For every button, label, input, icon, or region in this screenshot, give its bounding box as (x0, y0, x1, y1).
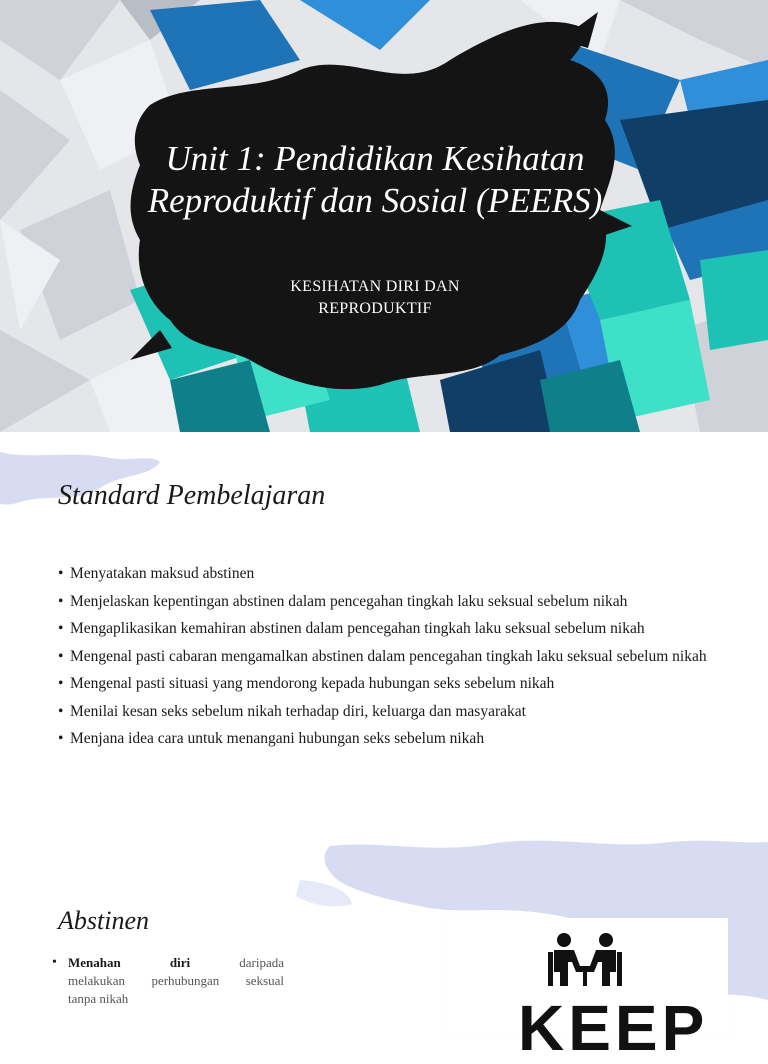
list-item: • Menilai kesan seks sebelum nikah terhadap diri, keluarga dan masyarakat (58, 702, 738, 722)
title-slide (0, 0, 768, 432)
list-item: • Mengenal pasti cabaran mengamalkan abstinen dalam pencegahan tingkah laku seksual sebelum nikah (58, 647, 738, 667)
slide-subtitle (140, 276, 610, 320)
section-title: Standard Pembelajaran (58, 480, 326, 511)
subtitle-line-1: KESIHATAN DIRI DAN (290, 278, 460, 295)
list-item: • Menjelaskan kepentingan abstinen dalam pencegahan tingkah laku seksual sebelum nikah (58, 592, 738, 612)
standards-list (58, 564, 738, 757)
list-item: • Menyatakan maksud abstinen (58, 564, 738, 584)
subtitle-line-2: REPRODUKTIF (318, 300, 432, 317)
emphasis-text: Menahan diri (68, 955, 191, 970)
keep-image (444, 918, 728, 1064)
list-item: • Menjana idea cara untuk menangani hubungan seks sebelum nikah (58, 729, 738, 749)
text-span: daripada (239, 955, 284, 970)
slide-title: Unit 1: Pendidikan Kesihatan Reproduktif dan Sosial (PEERS) (147, 139, 603, 220)
section-title: Abstinen (58, 906, 149, 935)
keep-text: KEEP (518, 992, 709, 1064)
learning-standards-slide (0, 432, 768, 820)
definition-text (52, 954, 284, 1008)
list-item: • Mengaplikasikan kemahiran abstinen dalam pencegahan tingkah laku seksual sebelum nikah (58, 619, 738, 639)
list-item: • Mengenal pasti situasi yang mendorong kepada hubungan seks sebelum nikah (58, 674, 738, 694)
bullet-icon: • (52, 955, 57, 970)
text-line: melakukan perhubungan seksual (68, 973, 284, 988)
abstinence-slide (0, 820, 768, 1064)
text-line: tanpa nikah (68, 991, 129, 1006)
people-talking-icon (444, 918, 728, 998)
